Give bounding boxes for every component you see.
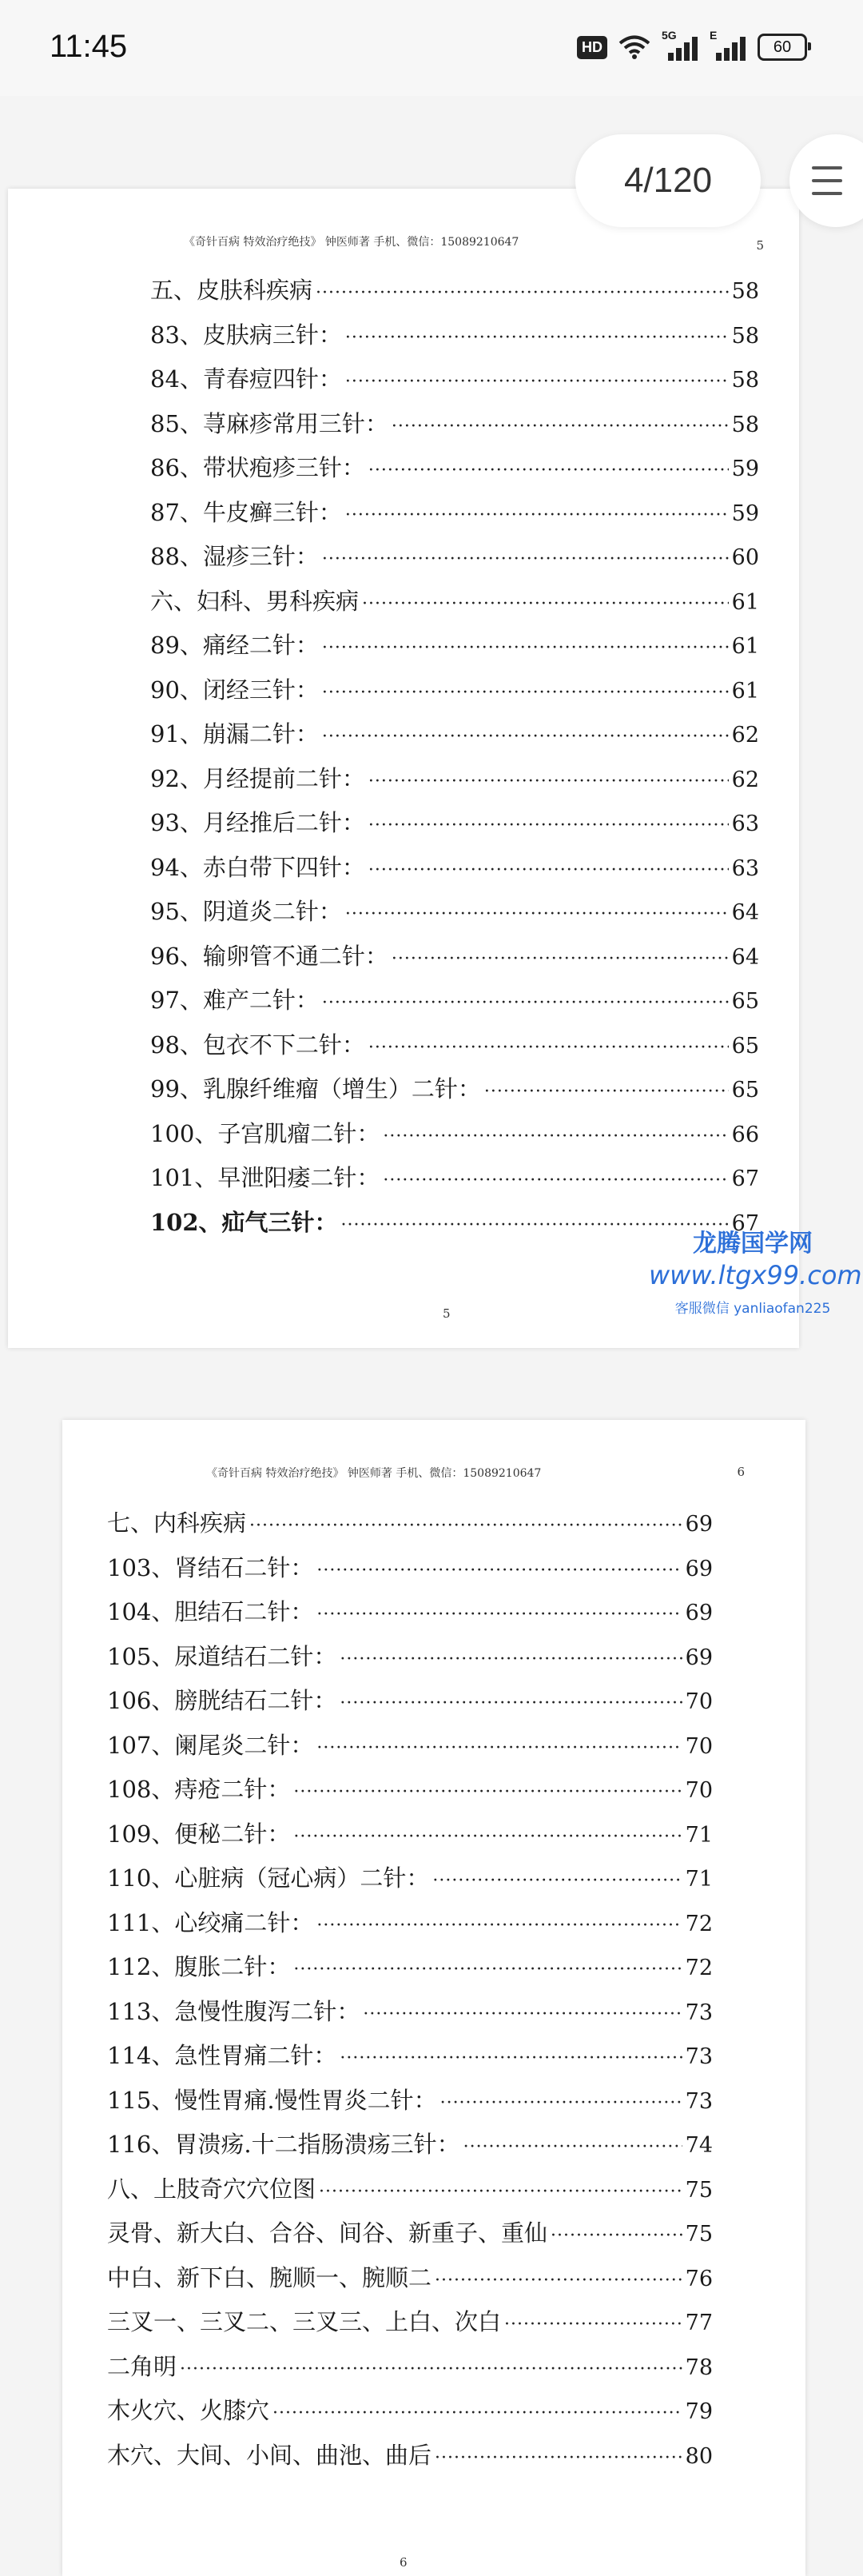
toc-leader-dots <box>322 981 729 1026</box>
toc-entry-title: 105、尿道结石二针： <box>107 1642 337 1670</box>
toc-entry-page: 69 <box>685 1601 713 1625</box>
toc-entry-page: 65 <box>731 989 759 1014</box>
toc-entry-title: 116、胃溃疡.十二指肠溃疡三针： <box>107 2131 460 2158</box>
toc-entry-page: 77 <box>685 2311 713 2335</box>
toc-entry[interactable] <box>150 269 759 313</box>
toc-entry-page: 65 <box>731 1033 759 1059</box>
toc-entry-title: 115、慢性胃痛.慢性胃炎二针： <box>107 2086 437 2114</box>
toc-entry-title: 92、月经提前二针： <box>150 764 365 792</box>
toc-leader-dots <box>272 2391 682 2436</box>
toc-entry-page: 65 <box>731 1078 759 1103</box>
toc-entry-page: 59 <box>731 457 759 481</box>
toc-entry-page: 69 <box>685 1556 713 1581</box>
toc-entry-page: 58 <box>731 368 759 393</box>
toc-entry-page: 76 <box>685 2266 713 2291</box>
toc-entry-title: 中白、新下白、腕顺一、腕顺二 <box>107 2263 432 2291</box>
signal-icon: 5G <box>662 34 698 61</box>
page-number-bottom: 6 <box>400 2555 408 2570</box>
toc-leader-dots <box>180 2347 682 2392</box>
toc-entry-page: 70 <box>685 1689 713 1714</box>
toc-entry[interactable] <box>150 491 759 536</box>
toc-leader-dots <box>322 626 729 671</box>
toc-leader-dots <box>383 1115 728 1159</box>
document-page-6[interactable] <box>62 1420 805 2576</box>
toc-entry[interactable] <box>107 2079 713 2123</box>
toc-entry-page: 64 <box>731 900 759 925</box>
toc-entry-page: 73 <box>685 2044 713 2069</box>
toc-leader-dots <box>383 1158 728 1203</box>
toc-entry-title: 101、早泄阳痿二针： <box>150 1164 380 1191</box>
toc-entry[interactable] <box>107 1901 713 1946</box>
toc-entry-page: 73 <box>685 2088 713 2114</box>
toc-entry[interactable] <box>150 446 759 491</box>
wifi-icon <box>618 34 650 60</box>
toc-entry[interactable] <box>107 2034 713 2079</box>
toc-entry-title: 七、内科疾病 <box>107 1509 247 1537</box>
page-header: 《奇针百病 特效治疗绝技》 钟医师著 手机、微信：15089210647 <box>184 236 519 249</box>
toc-entry-title: 86、带状疱疹三针： <box>150 454 365 481</box>
toc-entry[interactable] <box>107 1501 713 1546</box>
toc-entry-title: 灵骨、新大白、合谷、间谷、新重子、重仙 <box>107 2219 548 2247</box>
toc-entry-page: 60 <box>731 545 759 570</box>
toc-leader-dots <box>368 848 729 893</box>
status-icons <box>577 29 807 61</box>
toc-entry[interactable] <box>150 402 759 447</box>
toc-entry[interactable] <box>150 757 759 802</box>
toc-entry[interactable] <box>107 2167 713 2212</box>
menu-button[interactable] <box>789 134 863 227</box>
toc-leader-dots <box>432 1859 682 1904</box>
toc-entry-page: 58 <box>731 323 759 349</box>
toc-leader-dots <box>293 1815 682 1860</box>
toc-entry-page: 79 <box>685 2399 713 2424</box>
toc-leader-dots <box>440 2081 682 2126</box>
toc-entry[interactable] <box>107 1679 713 1724</box>
toc-leader-dots <box>362 582 729 627</box>
toc-entry[interactable] <box>107 1945 713 1990</box>
toc-leader-dots <box>435 2259 682 2303</box>
battery-level: 60 <box>773 38 792 56</box>
toc-entry-page: 74 <box>685 2133 713 2158</box>
toc-entry-page: 67 <box>731 1210 759 1236</box>
toc-entry-title: 102、疝气三针： <box>150 1208 338 1236</box>
toc-leader-dots <box>463 2125 682 2170</box>
toc-entry-title: 93、月经推后二针： <box>150 809 365 836</box>
toc-entry-page: 71 <box>685 1822 713 1848</box>
toc-entry[interactable] <box>150 357 759 402</box>
toc-entry-title: 木火穴、火膝穴 <box>107 2397 270 2424</box>
toc-leader-dots <box>363 1992 682 2037</box>
toc-leader-dots <box>340 2036 682 2081</box>
toc-entry-title: 110、心脏病（冠心病）二针： <box>107 1864 430 1892</box>
watermark-site-name: 龙腾国学网 <box>693 1230 813 1258</box>
toc-entry[interactable] <box>107 1768 713 1812</box>
toc-entry-page: 58 <box>731 279 759 304</box>
toc-entry-title: 104、胆结石二针： <box>107 1598 314 1625</box>
toc-entry-page: 58 <box>731 412 759 437</box>
toc-leader-dots <box>551 2214 682 2259</box>
toc-entry[interactable] <box>107 2256 713 2301</box>
toc-entry[interactable] <box>150 1112 759 1157</box>
toc-entry-page: 69 <box>685 1512 713 1537</box>
toc-entry-page: 62 <box>731 767 759 792</box>
toc-entry[interactable] <box>150 668 759 713</box>
toc-leader-dots <box>249 1504 682 1549</box>
toc-entry[interactable] <box>107 2389 713 2434</box>
toc-leader-dots <box>368 1026 729 1071</box>
toc-entry[interactable] <box>107 2345 713 2390</box>
toc-leader-dots <box>345 360 729 405</box>
toc-leader-dots <box>322 715 729 760</box>
toc-entry-title: 89、痛经二针： <box>150 632 319 659</box>
toc-entry-title: 107、阑尾炎二针： <box>107 1731 314 1759</box>
watermark-contact: 客服微信 yanliaofan225 <box>674 1301 831 1317</box>
toc-entry[interactable] <box>150 313 759 358</box>
toc-list <box>107 1501 713 2478</box>
toc-entry[interactable] <box>107 2211 713 2256</box>
toc-entry-title: 二角明 <box>107 2352 177 2380</box>
toc-leader-dots <box>322 537 729 582</box>
toc-entry[interactable] <box>107 2300 713 2345</box>
toc-entry-page: 61 <box>731 634 759 659</box>
toc-entry[interactable] <box>107 2123 713 2167</box>
toc-leader-dots <box>322 671 729 716</box>
toc-entry-page: 62 <box>731 723 759 748</box>
toc-entry[interactable] <box>150 846 759 891</box>
watermark <box>649 1223 862 1317</box>
toc-entry-title: 六、妇科、男科疾病 <box>150 587 360 615</box>
toc-leader-dots <box>316 1549 682 1593</box>
toc-entry-title: 八、上肢奇穴穴位图 <box>107 2175 316 2203</box>
toc-leader-dots <box>316 1726 682 1771</box>
toc-entry[interactable] <box>150 1023 759 1068</box>
toc-entry-title: 83、皮肤病三针： <box>150 321 342 349</box>
toc-entry-page: 72 <box>685 1956 713 1980</box>
toc-entry-page: 73 <box>685 2000 713 2025</box>
toc-entry-title: 96、输卵管不通二针： <box>150 942 388 970</box>
toc-entry[interactable] <box>150 1156 759 1201</box>
page-number-top: 6 <box>737 1465 745 1479</box>
toc-entry[interactable] <box>150 935 759 979</box>
toc-entry-title: 108、痔疮二针： <box>107 1776 291 1803</box>
toc-entry-title: 五、皮肤科疾病 <box>150 277 313 304</box>
toc-entry-title: 88、湿疹三针： <box>150 543 319 570</box>
page-header: 《奇针百病 特效治疗绝技》 钟医师著 手机、微信：15089210647 <box>206 1467 542 1480</box>
toc-entry-title: 112、腹胀二针： <box>107 1953 291 1980</box>
toc-entry-page: 71 <box>685 1867 713 1892</box>
toc-entry-title: 113、急慢性腹泻二针： <box>107 1997 360 2025</box>
signal-icon-2: E <box>710 34 746 61</box>
toc-entry-title: 87、牛皮癣三针： <box>150 498 342 526</box>
toc-leader-dots <box>340 1637 682 1682</box>
toc-entry-page: 67 <box>731 1166 759 1191</box>
toc-entry[interactable] <box>150 712 759 757</box>
toc-leader-dots <box>293 1948 682 1992</box>
toc-entry[interactable] <box>150 979 759 1023</box>
toc-entry-title: 木穴、大间、小间、曲池、曲后 <box>107 2441 432 2469</box>
page-number-bottom: 5 <box>443 1306 451 1321</box>
toc-entry-page: 66 <box>731 1122 759 1147</box>
toc-entry[interactable] <box>107 1546 713 1591</box>
toc-entry-page: 61 <box>731 678 759 704</box>
toc-entry-title: 91、崩漏二针： <box>150 720 319 748</box>
toc-entry-title: 99、乳腺纤维瘤（增生）二针： <box>150 1075 481 1103</box>
toc-entry[interactable] <box>150 624 759 668</box>
toc-entry-title: 98、包衣不下二针： <box>150 1031 365 1059</box>
toc-entry[interactable] <box>150 1067 759 1112</box>
toc-entry-title: 94、赤白带下四针： <box>150 853 365 881</box>
toc-entry-title: 90、闭经三针： <box>150 676 319 704</box>
toc-leader-dots <box>319 2170 682 2215</box>
clock: 11:45 <box>50 29 128 64</box>
toc-entry-title: 100、子宫肌瘤二针： <box>150 1119 380 1147</box>
toc-leader-dots <box>504 2303 682 2347</box>
toc-entry-page: 59 <box>731 500 759 526</box>
toc-leader-dots <box>316 1904 682 1948</box>
toc-leader-dots <box>316 1593 682 1637</box>
status-bar <box>0 0 863 96</box>
toc-leader-dots <box>392 937 729 982</box>
page-number-top: 5 <box>756 238 764 253</box>
toc-list <box>150 269 759 1245</box>
toc-entry-page: 69 <box>685 1645 713 1670</box>
toc-entry[interactable] <box>107 1635 713 1680</box>
toc-entry-title: 106、膀胱结石二针： <box>107 1687 337 1714</box>
toc-entry-title: 111、心绞痛二针： <box>107 1908 314 1936</box>
toc-leader-dots <box>368 804 729 848</box>
toc-entry-title: 114、急性胃痛二针： <box>107 2042 337 2069</box>
toc-entry-page: 70 <box>685 1733 713 1759</box>
toc-entry-title: 84、青春痘四针： <box>150 365 342 393</box>
toc-entry[interactable] <box>150 890 759 935</box>
watermark-url: www.ltgx99.com <box>649 1260 862 1290</box>
toc-leader-dots <box>345 316 729 361</box>
toc-leader-dots <box>316 271 729 316</box>
toc-entry-title: 97、难产二针： <box>150 987 319 1014</box>
toc-entry-page: 75 <box>685 2177 713 2203</box>
toc-leader-dots <box>435 2436 682 2481</box>
toc-entry-page: 75 <box>685 2222 713 2247</box>
document-page-5[interactable] <box>8 189 799 1348</box>
toc-entry[interactable] <box>150 801 759 846</box>
toc-entry-title: 85、荨麻疹常用三针： <box>150 409 388 437</box>
toc-entry[interactable] <box>150 535 759 580</box>
hd-voice-icon: HD <box>577 36 607 59</box>
toc-entry-title: 95、阴道炎二针： <box>150 898 342 925</box>
toc-leader-dots <box>293 1770 682 1815</box>
toc-entry-page: 72 <box>685 1911 713 1936</box>
toc-leader-dots <box>345 892 729 937</box>
toc-entry[interactable] <box>107 1590 713 1635</box>
toc-entry[interactable] <box>107 1812 713 1857</box>
toc-entry[interactable] <box>150 580 759 624</box>
toc-leader-dots <box>368 449 729 493</box>
toc-entry-page: 80 <box>685 2443 713 2469</box>
toc-entry[interactable] <box>107 1856 713 1901</box>
toc-entry-title: 103、肾结石二针： <box>107 1553 314 1581</box>
toc-entry-page: 63 <box>731 855 759 881</box>
toc-entry-title: 三叉一、三叉二、三叉三、上白、次白 <box>107 2308 502 2335</box>
battery-icon <box>758 34 807 61</box>
toc-entry-page: 61 <box>731 589 759 615</box>
toc-entry[interactable] <box>107 1990 713 2035</box>
toc-entry[interactable] <box>107 1724 713 1769</box>
page-counter[interactable]: 4/120 <box>575 134 761 227</box>
toc-entry-page: 78 <box>685 2355 713 2380</box>
toc-leader-dots <box>484 1070 729 1115</box>
toc-leader-dots <box>392 405 729 449</box>
toc-leader-dots <box>345 493 729 538</box>
toc-entry-page: 64 <box>731 944 759 970</box>
toc-entry-page: 63 <box>731 811 759 836</box>
toc-leader-dots <box>368 760 729 804</box>
toc-entry[interactable] <box>107 2434 713 2478</box>
toc-entry-page: 70 <box>685 1778 713 1803</box>
toc-leader-dots <box>340 1681 682 1726</box>
toc-entry-title: 109、便秘二针： <box>107 1820 291 1848</box>
